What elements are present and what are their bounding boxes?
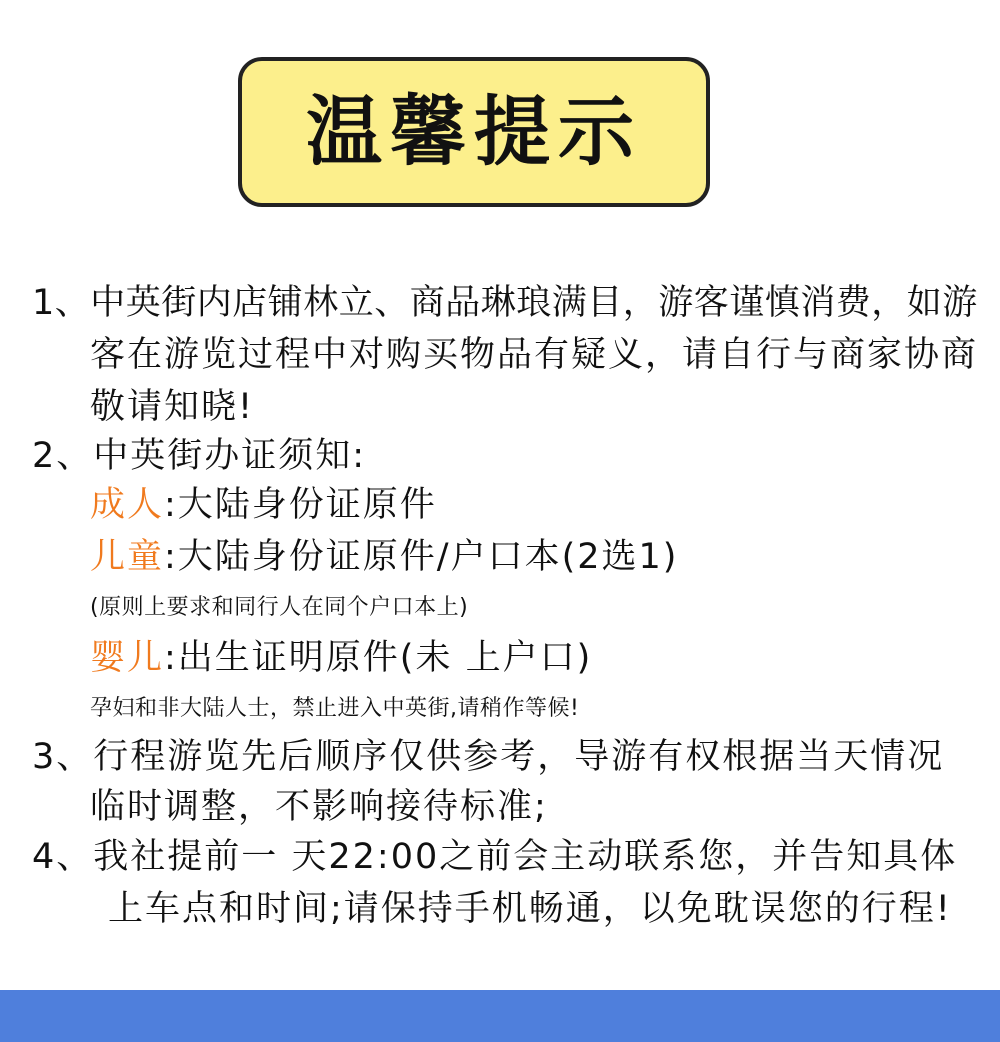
- adult-label: 成人: [90, 485, 165, 525]
- child-text: :大陆身份证原件/户口本(2选1): [164, 537, 679, 577]
- adult-text: :大陆身份证原件: [164, 485, 437, 525]
- item-2-line-1: 2、中英街办证须知:: [32, 436, 367, 476]
- item-1-line-2: 客在游览过程中对购买物品有疑义，请自行与商家协商: [90, 335, 979, 375]
- item-4-line-2: 上车点和时间;请保持手机畅通，以免耽误您的行程!: [108, 889, 952, 929]
- page-title: 温馨提示: [306, 87, 642, 176]
- infant-requirement: [90, 637, 592, 679]
- infant-label: 婴儿: [90, 638, 165, 678]
- title-banner: [238, 57, 710, 207]
- child-note: (原则上要求和同行人在同个户口本上): [90, 595, 469, 620]
- child-requirement: [90, 536, 678, 578]
- item-3-line-2: 临时调整，不影响接待标准;: [90, 787, 548, 827]
- entry-warning: 孕妇和非大陆人士，禁止进入中英街,请稍作等候!: [90, 696, 580, 721]
- item-1-line-3: 敬请知晓!: [90, 387, 255, 427]
- adult-requirement: [90, 484, 437, 526]
- child-label: 儿童: [90, 537, 165, 577]
- item-1-line-1: 1、中英街内店铺林立、商品琳琅满目，游客谨慎消费，如游: [32, 283, 978, 323]
- item-4-line-1: 4、我社提前一 天22:00之前会主动联系您，并告知具体: [32, 837, 958, 877]
- item-3-line-1: 3、行程游览先后顺序仅供参考，导游有权根据当天情况: [32, 737, 945, 777]
- bottom-band: [0, 990, 1000, 1042]
- infant-text: :出生证明原件(未 上户口): [164, 638, 593, 678]
